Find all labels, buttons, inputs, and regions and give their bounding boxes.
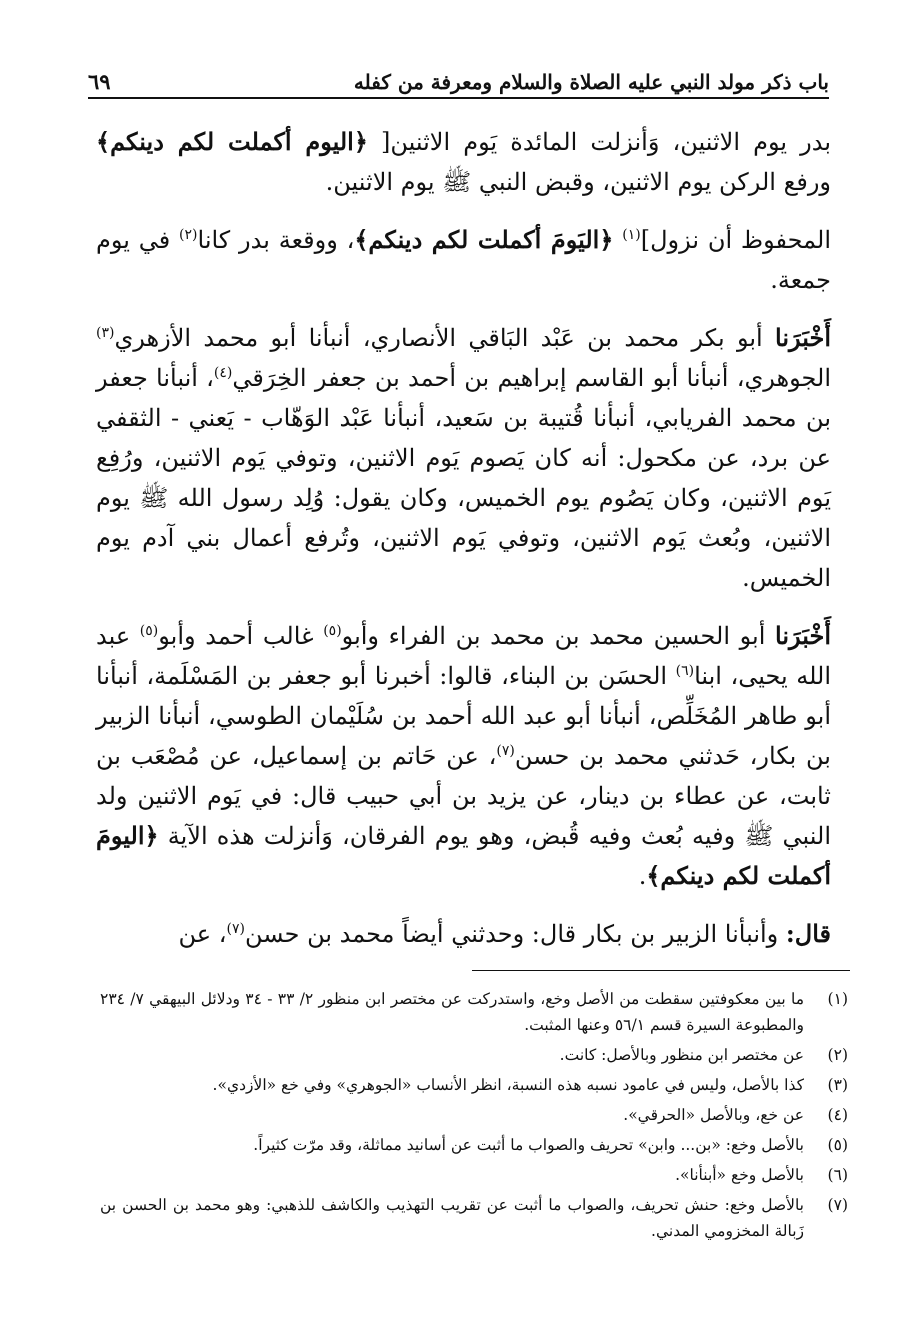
footnotes: [100, 986, 848, 1248]
hadith-lead-word: أَخْبَرَنا: [775, 323, 831, 352]
footnote-item: [100, 1102, 848, 1128]
footnote-separator: [472, 970, 850, 971]
footnote-number: (٥): [827, 1136, 848, 1154]
header-rule: [88, 97, 829, 99]
footnote-number: (٣): [827, 1076, 848, 1094]
footnote-ref: (٤): [213, 365, 233, 381]
text-run: الحسَن بن البناء، قالوا: أخبرنا أبو جعفر بن المَسْلَمة، أنبأنا أبو طاهر المُخَلِّص، أنبأنا أبو عبد الله أحمد بن سُلَيْمان الطوسي، أنبأنا الزبير بن بكار، حَدثني محمد بن حسن: [96, 662, 831, 770]
quran-quote: ﴿اليوم أكملت لكم دينكم﴾: [96, 127, 368, 156]
hadith-lead-word: أَخْبَرَنا: [775, 621, 831, 650]
footnote-number: (٢): [827, 1046, 848, 1064]
footnote-text: كذا بالأصل، وليس في عامود نسبه هذه النسبة، انظر الأنساب «الجوهري» وفي خع «الأزدي».: [212, 1076, 804, 1094]
footnote-number: (١): [827, 990, 848, 1008]
quran-quote: ﴿اليومَ أكملت لكم دينكم﴾: [96, 821, 831, 890]
text-run: أبو بكر محمد بن عَبْد البَاقي الأنصاري، أنبأنا أبو محمد الأزهري: [114, 324, 776, 352]
text-run: [613, 226, 622, 254]
footnote-item: [100, 986, 848, 1038]
footnote-ref: (٧): [496, 743, 515, 759]
text-run: ، عن: [178, 920, 227, 948]
running-header: [88, 54, 829, 94]
footnote-ref: (٥): [139, 623, 159, 639]
footnote-text: عن خع، وبالأصل «الحرقي».: [623, 1106, 804, 1124]
text-run: ورفع الركن يوم الاثنين، وقبض النبي ﷺ يوم الاثنين.: [325, 168, 831, 196]
text-run: في يوم جمعة.: [96, 226, 831, 294]
footnote-ref: (٥): [323, 623, 342, 639]
footnote-text: عن مختصر ابن منظور وبالأصل: كانت.: [559, 1046, 804, 1064]
footnote-number: (٦): [827, 1166, 848, 1184]
text-run: ، ووقعة بدر كانا: [197, 226, 355, 254]
footnote-ref: (٢): [179, 227, 198, 243]
paragraph-p5: [96, 914, 831, 954]
paragraph-p4: [96, 616, 831, 896]
footnote-text: ما بين معكوفتين سقطت من الأصل وخع، واستدركت عن مختصر ابن منظور ٢/ ٣٣ - ٣٤ ودلائل البيهقي ٧/ ٢٣٤ والمطبوعة السيرة قسم ٥٦/١ وعنها المثبت.: [100, 990, 804, 1034]
page-number: ٦٩: [88, 69, 111, 94]
footnote-number: (٧): [827, 1196, 848, 1214]
text-run: أبو الحسين محمد بن محمد بن الفراء وأبو: [341, 622, 776, 650]
footnote-item: [100, 1162, 848, 1188]
footnote-text: بالأصل وخع «أبنأنا».: [675, 1166, 804, 1184]
footnote-ref: (٧): [226, 921, 245, 937]
footnote-text: بالأصل وخع: حنش تحريف، والصواب ما أثبت عن تقريب التهذيب والكاشف للذهبي: وهو محمد بن الحسن بن زَبالة المخزومي المدني.: [100, 1196, 804, 1240]
text-run: .: [638, 862, 647, 890]
text-run: المحفوظ أن نزول]: [640, 226, 832, 254]
text-run: غالب أحمد وأبو: [158, 622, 324, 650]
main-text: [96, 122, 831, 972]
footnote-item: [100, 1192, 848, 1244]
footnote-ref: (١): [622, 227, 641, 243]
text-run: وأنبأنا الزبير بن بكار قال: وحدثني أيضاً محمد بن حسن: [244, 920, 786, 948]
quran-quote: ﴿اليَومَ أكملت لكم دينكم﴾: [354, 225, 614, 254]
footnote-item: [100, 1072, 848, 1098]
footnote-ref: (٣): [96, 325, 115, 341]
footnote-text: بالأصل وخع: «بن... وابن» تحريف والصواب ما أثبت عن أسانيد مماثلة، وقد مرّت كثيراً.: [253, 1136, 804, 1154]
footnote-item: [100, 1132, 848, 1158]
footnote-number: (٤): [827, 1106, 848, 1124]
text-run: ، عن حَاتم بن إسماعيل، عن مُصْعَب بن ثابت، عن عطاء بن دينار، عن يزيد بن أبي حبيب قال: في يَوم الاثنين ولد النبي ﷺ وفيه بُعث وفيه قُبض، وهو يوم الفرقان، وَأنزلت هذه الآية: [96, 742, 831, 850]
paragraph-p3: [96, 318, 831, 598]
hadith-lead-word: قال:: [785, 919, 831, 948]
text-run: بدر يوم الاثنين، وَأنزلت المائدة يَوم الاثنين[: [367, 128, 831, 156]
text-run: ، أنبأنا جعفر بن محمد الفريابي، أنبأنا قُتيبة بن سَعيد، أنبأنا عَبْد الوَهّاب - يَعني - الثقفي عن برد، عن مكحول: أنه كان يَصوم يَوم الاثنين، وتوفي يَوم الاثنين، ورُفِع يَوم الاثنين، وكان يَصُوم يوم الخميس، وكان يقول: وُلِد رسول الله ﷺ يوم الاثنين، وبُعث يَوم الاثنين، وتوفي يَوم الاثنين، وتُرفع أعمال بني آدم يوم الخميس.: [96, 364, 832, 592]
footnote-ref: (٦): [675, 663, 695, 679]
text-run: عبد الله يحيى، ابنا: [96, 622, 831, 690]
chapter-title: باب ذكر مولد النبي عليه الصلاة والسلام ومعرفة من كفله: [353, 70, 829, 94]
paragraph-p2: [96, 220, 831, 300]
paragraph-p1: [96, 122, 831, 202]
text-run: الجوهري، أنبأنا أبو القاسم إبراهيم بن أحمد بن جعفر الخِرَقي: [232, 364, 831, 392]
footnote-item: [100, 1042, 848, 1068]
